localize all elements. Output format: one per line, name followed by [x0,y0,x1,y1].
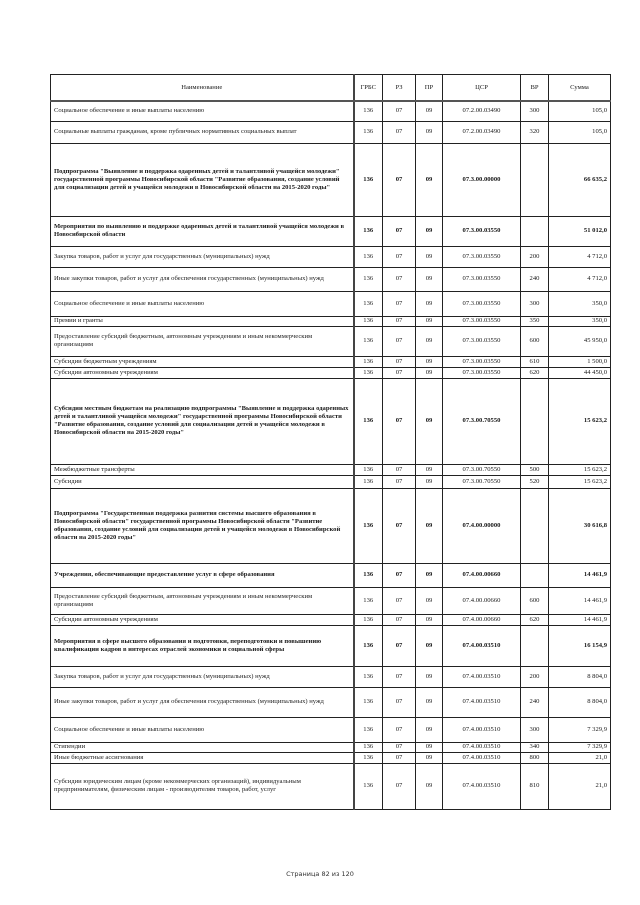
row-name: Социальное обеспечение и иные выплаты населению [51,101,354,121]
row-sum: 14 461,9 [549,614,611,625]
row-rz: 07 [383,216,416,246]
row-rz: 07 [383,121,416,143]
row-pr: 09 [416,378,443,464]
row-sum: 350,0 [549,291,611,316]
row-grbs: 136 [354,356,383,367]
table-row [51,742,611,752]
row-vr: 200 [521,246,549,267]
row-vr [521,216,549,246]
row-name: Иные закупки товаров, работ и услуг для обеспечения государственных (муниципальных) нужд [51,687,354,717]
row-csr: 07.4.00.03510 [443,752,521,763]
row-vr: 200 [521,666,549,687]
row-csr: 07.4.00.00660 [443,563,521,587]
header-pr: ПР [416,75,443,102]
row-name: Закупка товаров, работ и услуг для государственных (муниципальных) нужд [51,246,354,267]
row-vr: 610 [521,356,549,367]
row-sum: 350,0 [549,316,611,326]
row-vr: 300 [521,101,549,121]
header-grbs: ГРБС [354,75,383,102]
row-pr: 09 [416,326,443,356]
row-sum: 44 450,0 [549,367,611,378]
row-csr: 07.3.00.03550 [443,326,521,356]
table-row [51,246,611,267]
row-grbs: 136 [354,587,383,614]
table-row [51,291,611,316]
row-rz: 07 [383,475,416,488]
table-row [51,475,611,488]
header-sum: Сумма [549,75,611,102]
row-vr: 810 [521,763,549,809]
row-vr: 620 [521,614,549,625]
row-csr: 07.3.00.03550 [443,216,521,246]
row-vr: 620 [521,367,549,378]
row-csr: 07.3.00.00000 [443,143,521,216]
row-sum: 21,0 [549,752,611,763]
table-row [51,488,611,563]
row-pr: 09 [416,464,443,475]
row-pr: 09 [416,614,443,625]
row-name: Подпрограмма "Государственная поддержка развития системы высшего образования в Новосибирской области" государственной программы Новосибирской области "Развитие образования, создание условий для социализации детей и учащейся молодежи в Новосибирской области на 2015-2020 годы" [51,488,354,563]
row-sum: 16 154,9 [549,625,611,666]
row-csr: 07.4.00.03510 [443,625,521,666]
row-sum: 15 623,2 [549,464,611,475]
row-csr: 07.2.00.03490 [443,101,521,121]
row-rz: 07 [383,291,416,316]
row-csr: 07.4.00.03510 [443,666,521,687]
budget-table [50,74,611,810]
row-vr [521,488,549,563]
row-grbs: 136 [354,687,383,717]
row-name: Межбюджетные трансферты [51,464,354,475]
row-pr: 09 [416,687,443,717]
row-rz: 07 [383,356,416,367]
row-pr: 09 [416,143,443,216]
row-rz: 07 [383,101,416,121]
row-pr: 09 [416,356,443,367]
row-name: Социальное обеспечение и иные выплаты населению [51,291,354,316]
row-name: Предоставление субсидий бюджетным, автономным учреждениям и иным некоммерческим организациям [51,326,354,356]
row-csr: 07.4.00.03510 [443,687,521,717]
row-name: Подпрограмма "Выявление и поддержка одаренных детей и талантливой учащейся молодежи" государственной программы Новосибирской области "Развитие образования, создание условий для социализации детей и учащейся молодежи в Новосибирской области на 2015-2020 годы" [51,143,354,216]
header-csr: ЦСР [443,75,521,102]
table-row [51,326,611,356]
row-grbs: 136 [354,625,383,666]
table-row [51,101,611,121]
row-rz: 07 [383,464,416,475]
row-name: Иные бюджетные ассигнования [51,752,354,763]
row-csr: 07.3.00.03550 [443,367,521,378]
row-grbs: 136 [354,717,383,742]
row-pr: 09 [416,717,443,742]
table-row [51,143,611,216]
table-row [51,587,611,614]
row-sum: 14 461,9 [549,563,611,587]
row-sum: 66 635,2 [549,143,611,216]
row-name: Предоставление субсидий бюджетным, автономным учреждениям и иным некоммерческим организациям [51,587,354,614]
row-grbs: 136 [354,563,383,587]
row-pr: 09 [416,267,443,291]
row-pr: 09 [416,763,443,809]
row-csr: 07.4.00.03510 [443,717,521,742]
table-row [51,687,611,717]
table-row [51,378,611,464]
row-sum: 51 012,0 [549,216,611,246]
row-grbs: 136 [354,216,383,246]
row-sum: 1 500,0 [549,356,611,367]
row-grbs: 136 [354,763,383,809]
row-rz: 07 [383,378,416,464]
table-row [51,666,611,687]
row-pr: 09 [416,587,443,614]
row-rz: 07 [383,625,416,666]
row-csr: 07.4.00.00660 [443,614,521,625]
row-rz: 07 [383,316,416,326]
table-row [51,563,611,587]
row-rz: 07 [383,563,416,587]
row-grbs: 136 [354,367,383,378]
row-pr: 09 [416,121,443,143]
row-sum: 15 623,2 [549,475,611,488]
row-vr: 500 [521,464,549,475]
row-pr: 09 [416,563,443,587]
row-grbs: 136 [354,742,383,752]
row-name: Премии и гранты [51,316,354,326]
row-grbs: 136 [354,378,383,464]
row-csr: 07.3.00.03550 [443,246,521,267]
row-name: Мероприятия по выявлению и поддержке одаренных детей и талантливой учащейся молодежи в Новосибирской области [51,216,354,246]
table-row [51,464,611,475]
header-rz: РЗ [383,75,416,102]
row-name: Субсидии местным бюджетам на реализацию подпрограммы "Выявление и поддержка одаренных детей и талантливой учащейся молодежи" государственной программы Новосибирской области "Развитие образования, создание условий для социализации детей и учащейся молодежи в Новосибирской области на 2015-2020 годы" [51,378,354,464]
table-row [51,267,611,291]
row-sum: 105,0 [549,101,611,121]
row-name: Иные закупки товаров, работ и услуг для обеспечения государственных (муниципальных) нужд [51,267,354,291]
row-grbs: 136 [354,475,383,488]
row-vr [521,143,549,216]
row-name: Мероприятия в сфере высшего образования и подготовки, переподготовки и повышению квалификации кадров в интересах отраслей экономики и социальной сферы [51,625,354,666]
row-csr: 07.3.00.03550 [443,291,521,316]
row-vr [521,625,549,666]
row-grbs: 136 [354,143,383,216]
table-row [51,717,611,742]
row-name: Субсидии [51,475,354,488]
row-rz: 07 [383,143,416,216]
row-vr: 300 [521,717,549,742]
row-name: Субсидии бюджетным учреждениям [51,356,354,367]
row-sum: 7 329,9 [549,742,611,752]
row-grbs: 136 [354,316,383,326]
row-csr: 07.3.00.03550 [443,267,521,291]
row-vr [521,563,549,587]
table-row [51,367,611,378]
row-name: Закупка товаров, работ и услуг для государственных (муниципальных) нужд [51,666,354,687]
row-name: Социальное обеспечение и иные выплаты населению [51,717,354,742]
row-name: Субсидии автономным учреждениям [51,614,354,625]
row-csr: 07.3.00.70550 [443,464,521,475]
row-vr: 240 [521,687,549,717]
row-grbs: 136 [354,464,383,475]
header-vr: ВР [521,75,549,102]
row-sum: 4 712,0 [549,246,611,267]
row-csr: 07.4.00.00000 [443,488,521,563]
row-vr [521,378,549,464]
table-body [51,101,611,809]
row-name: Социальные выплаты гражданам, кроме публичных нормативных социальных выплат [51,121,354,143]
table-row [51,763,611,809]
row-csr: 07.4.00.03510 [443,763,521,809]
row-rz: 07 [383,752,416,763]
table-row [51,316,611,326]
row-grbs: 136 [354,666,383,687]
row-sum: 8 804,0 [549,687,611,717]
row-grbs: 136 [354,267,383,291]
table-row [51,216,611,246]
row-vr: 800 [521,752,549,763]
row-sum: 105,0 [549,121,611,143]
row-rz: 07 [383,326,416,356]
row-grbs: 136 [354,246,383,267]
table-header-row [51,75,611,102]
row-pr: 09 [416,625,443,666]
page-number: Страница 82 из 120 [286,870,354,878]
row-sum: 30 616,8 [549,488,611,563]
row-rz: 07 [383,614,416,625]
row-vr: 520 [521,475,549,488]
row-rz: 07 [383,367,416,378]
row-pr: 09 [416,246,443,267]
row-rz: 07 [383,246,416,267]
row-sum: 15 623,2 [549,378,611,464]
row-pr: 09 [416,101,443,121]
row-rz: 07 [383,666,416,687]
row-csr: 07.3.00.03550 [443,316,521,326]
row-grbs: 136 [354,326,383,356]
row-sum: 14 461,9 [549,587,611,614]
row-rz: 07 [383,587,416,614]
row-vr: 320 [521,121,549,143]
row-rz: 07 [383,488,416,563]
row-sum: 45 950,0 [549,326,611,356]
row-sum: 21,0 [549,763,611,809]
row-csr: 07.3.00.70550 [443,475,521,488]
row-pr: 09 [416,752,443,763]
row-sum: 8 804,0 [549,666,611,687]
row-rz: 07 [383,267,416,291]
row-csr: 07.3.00.70550 [443,378,521,464]
row-name: Стипендии [51,742,354,752]
row-vr: 600 [521,587,549,614]
row-vr: 240 [521,267,549,291]
header-name: Наименование [51,75,354,102]
row-name: Субсидии автономным учреждениям [51,367,354,378]
row-pr: 09 [416,742,443,752]
row-pr: 09 [416,488,443,563]
table-row [51,614,611,625]
row-name: Субсидии юридическим лицам (кроме некоммерческих организаций), индивидуальным предпринимателям, физическим лицам - производителям товаров, работ, услуг [51,763,354,809]
row-rz: 07 [383,687,416,717]
table-row [51,752,611,763]
table-row [51,121,611,143]
row-grbs: 136 [354,121,383,143]
row-csr: 07.4.00.03510 [443,742,521,752]
row-grbs: 136 [354,101,383,121]
row-vr: 340 [521,742,549,752]
table-row [51,625,611,666]
row-csr: 07.2.00.03490 [443,121,521,143]
row-grbs: 136 [354,752,383,763]
row-pr: 09 [416,216,443,246]
row-pr: 09 [416,666,443,687]
row-vr: 600 [521,326,549,356]
row-pr: 09 [416,475,443,488]
row-rz: 07 [383,742,416,752]
row-name: Учреждения, обеспечивающие предоставление услуг в сфере образования [51,563,354,587]
row-vr: 350 [521,316,549,326]
row-rz: 07 [383,763,416,809]
row-pr: 09 [416,367,443,378]
row-pr: 09 [416,291,443,316]
row-csr: 07.4.00.00660 [443,587,521,614]
row-grbs: 136 [354,488,383,563]
row-vr: 300 [521,291,549,316]
row-csr: 07.3.00.03550 [443,356,521,367]
row-rz: 07 [383,717,416,742]
row-sum: 4 712,0 [549,267,611,291]
row-sum: 7 329,9 [549,717,611,742]
row-grbs: 136 [354,291,383,316]
row-grbs: 136 [354,614,383,625]
row-pr: 09 [416,316,443,326]
table-row [51,356,611,367]
